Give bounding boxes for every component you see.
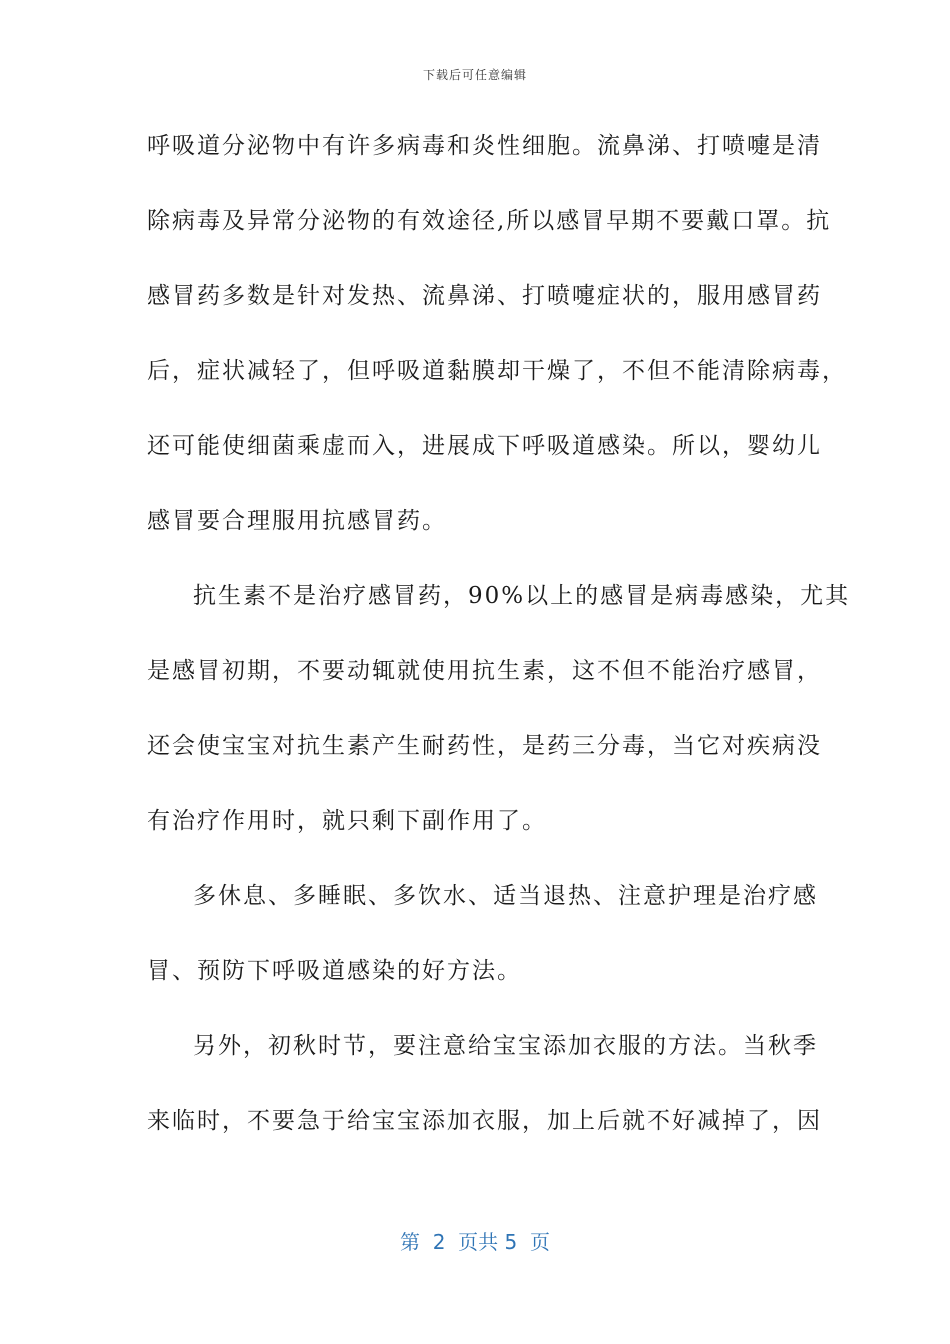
text-line: 感冒药多数是针对发热、流鼻涕、打喷嚏症状的，服用感冒药 (147, 283, 822, 309)
text-line: 呼吸道分泌物中有许多病毒和炎性细胞。流鼻涕、打喷嚏是清 (147, 133, 822, 159)
page-header: 下载后可任意编辑 (422, 68, 527, 82)
text-line: 来临时，不要急于给宝宝添加衣服，加上后就不好减掉了，因 (147, 1108, 822, 1134)
page-number: 第 2 页共 5 页 (400, 1230, 550, 1254)
text-line: 有治疗作用时，就只剩下副作用了。 (147, 808, 547, 834)
text-line: 后，症状减轻了，但呼吸道黏膜却干燥了，不但不能清除病毒， (147, 358, 847, 384)
text-line: 冒、预防下呼吸道感染的好方法。 (147, 958, 522, 984)
text-line: 感冒要合理服用抗感冒药。 (147, 508, 447, 534)
text-line: 抗生素不是治疗感冒药，90%以上的感冒是病毒感染，尤其 (193, 583, 851, 609)
text-line: 多休息、多睡眠、多饮水、适当退热、注意护理是治疗感 (193, 883, 818, 909)
text-line: 还会使宝宝对抗生素产生耐药性，是药三分毒，当它对疾病没 (147, 733, 822, 759)
text-line: 是感冒初期，不要动辄就使用抗生素，这不但不能治疗感冒， (147, 658, 822, 684)
text-line: 另外，初秋时节，要注意给宝宝添加衣服的方法。当秋季 (193, 1033, 818, 1059)
text-line: 除病毒及异常分泌物的有效途径,所以感冒早期不要戴口罩。抗 (147, 208, 832, 234)
text-line: 还可能使细菌乘虚而入，进展成下呼吸道感染。所以，婴幼儿 (147, 433, 822, 459)
